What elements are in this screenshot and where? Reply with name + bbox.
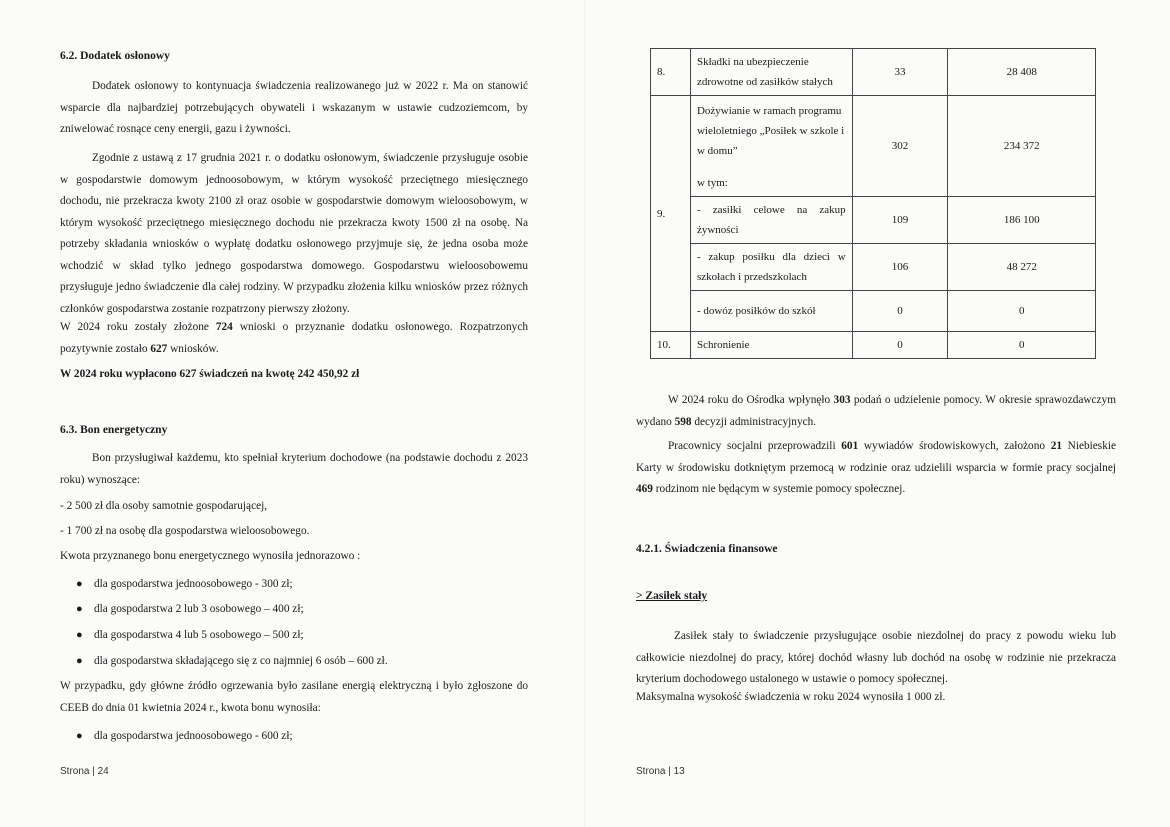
table-row: [651, 332, 1096, 359]
table-cell-lp: 8.: [651, 49, 691, 96]
table-cell-label: - zasiłki celowe na zakup żywności: [690, 197, 852, 244]
table-cell-count: 0: [852, 332, 948, 359]
paragraph: W przypadku, gdy główne źródło ogrzewania było zasilane energią elektryczną i było zgłoszone do CEEB do dnia 01 kwietnia 2024 r., kwota bonu wynosiła:: [60, 680, 528, 714]
count-wnioski: 724: [215, 321, 233, 333]
table-cell-lp: 9.: [651, 96, 691, 332]
table-row: [651, 49, 1096, 96]
count-wywiady: 601: [841, 440, 859, 452]
count-pozytywne: 627: [150, 342, 168, 355]
count-decyzje: 598: [674, 415, 692, 428]
paragraph: W 2024 roku do Ośrodka wpłynęło 303 podań o udzielenie pomocy. W okresie sprawozdawczym wydano 598 decyzji administracyjnych.: [636, 394, 1116, 428]
paragraph: Bon przysługiwał każdemu, kto spełniał kryterium dochodowe (na podstawie dochodu z 2023 roku) wynoszące:: [60, 452, 528, 486]
paragraph: Dodatek osłonowy to kontynuacja świadczenia realizowanego już w 2022 r. Ma on stanowić wsparcie dla najbardziej potrzebujących obywateli i wskazanym w ustawie cudzoziemcom, by zniwelować rosnące ceny energii, gazu i żywności.: [60, 80, 528, 135]
page-footer: Strona | 24: [60, 766, 109, 777]
page-left: [0, 0, 584, 827]
bullet-icon: ●: [76, 629, 83, 641]
bullet-icon: ●: [76, 578, 83, 590]
list-item: ● dla gospodarstwa 2 lub 3 osobowego – 400 zł;: [76, 603, 304, 615]
table-cell-lp: 10.: [651, 332, 691, 359]
bullet-icon: ●: [76, 603, 83, 615]
table-cell-amount: 28 408: [948, 49, 1096, 96]
data-table: [650, 48, 1096, 359]
list-item: ● dla gospodarstwa 4 lub 5 osobowego – 500 zł;: [76, 629, 304, 641]
list-item: ● dla gospodarstwa składającego się z co najmniej 6 osób – 600 zł.: [76, 655, 388, 667]
amount-intro: Kwota przyznanego bonu energetycznego wynosiła jednorazowo :: [60, 550, 361, 562]
page-right: [586, 0, 1170, 827]
paragraph: Pracownicy socjalni przeprowadzili 601 wywiadów środowiskowych, założono 21 Niebieskie Karty w środowisku dotkniętym przemocą w rodzinie oraz udzielili wsparcia w formie pracy socjalnej 469 rodzinom nie będącym w systemie pomocy społecznej.: [636, 440, 1116, 495]
table-cell-count: 0: [852, 291, 948, 332]
table-cell-label: Składki na ubezpieczenie zdrowotne od zasiłków stałych: [690, 49, 852, 96]
table-cell-count: 109: [852, 197, 948, 244]
table-cell-amount: 0: [948, 291, 1096, 332]
table-cell-count: 302: [852, 96, 948, 197]
summary-line: W 2024 roku wypłacono 627 świadczeń na kwotę 242 450,92 zł: [60, 368, 360, 380]
bullet-icon: ●: [76, 655, 83, 667]
count-rodziny: 469: [636, 483, 653, 495]
paragraph: Zgodnie z ustawą z 17 grudnia 2021 r. o dodatku osłonowym, świadczenie przysługuje osobie w gospodarstwie domowym jednoosobowym, w którym wysokość przeciętnego miesięcznego dochodu, nie przekracza kwoty 2100 zł oraz osobie w gospodarstwie domowym wieloosobowym, w którym wysokość przeciętnego miesięcznego dochodu nie przekracza kwoty 1500 zł na osobę. Na potrzeby składania wniosków o wypłatę dodatku osłonowego przyjmuje się, że jedna osoba może wchodzić w skład tylko jednego gospodarstwa domowego. Gospodarstwu wieloosobowemu przysługuje jedno świadczenie dla całej rodziny. W przypadku złożenia kilku wniosków przez różnych członków gospodarstwa zostanie rozpatrzony pierwszy złożony.: [60, 152, 528, 315]
table-cell-count: 106: [852, 244, 948, 291]
bullet-icon: ●: [76, 730, 83, 742]
section-4-2-1-heading: 4.2.1. Świadczenia finansowe: [636, 543, 778, 555]
count-podania: 303: [833, 394, 851, 406]
table-row: [651, 291, 1096, 332]
table-cell-amount: 234 372: [948, 96, 1096, 197]
section-6-3-heading: 6.3. Bon energetyczny: [60, 424, 168, 436]
table-cell-amount: 186 100: [948, 197, 1096, 244]
table-row: [651, 244, 1096, 291]
table-row: [651, 197, 1096, 244]
count-niebieskie-karty: 21: [1050, 440, 1062, 452]
table-cell-label: - dowóz posiłków do szkół: [690, 291, 852, 332]
w-tym-label: w tym:: [696, 177, 728, 189]
paragraph: W 2024 roku zostały złożone 724 wnioski o przyznanie dodatku osłonowego. Rozpatrzonych pozytywnie zostało 627 wniosków.: [60, 321, 528, 355]
table-cell-label: Dożywianie w ramach programu wieloletniego „Posiłek w szkole i w domu” w tym:: [690, 96, 852, 197]
subheading-zasilek-staly: > Zasiłek stały: [636, 590, 708, 602]
paragraph: Zasiłek stały to świadczenie przysługujące osobie niezdolnej do pracy z powodu wieku lub całkowicie niezdolnej do pracy, której dochód własny lub dochód na osobę w rodzinie nie przekracza kryterium dochodowego ustalonego w ustawie o pomocy społecznej.: [636, 630, 1116, 685]
list-item: ● dla gospodarstwa jednoosobowego - 600 zł;: [76, 730, 293, 742]
criterion-line: - 2 500 zł dla osoby samotnie gospodarującej,: [60, 500, 268, 512]
section-6-2-heading: 6.2. Dodatek osłonowy: [60, 50, 170, 62]
criterion-line: - 1 700 zł na osobę dla gospodarstwa wieloosobowego.: [60, 525, 310, 537]
paragraph: Maksymalna wysokość świadczenia w roku 2024 wynosiła 1 000 zł.: [636, 691, 946, 703]
table-cell-amount: 48 272: [948, 244, 1096, 291]
list-item: ● dla gospodarstwa jednoosobowego - 300 zł;: [76, 578, 293, 590]
table-cell-count: 33: [852, 49, 948, 96]
page-footer: Strona | 13: [636, 766, 685, 777]
table-cell-label: - zakup posiłku dla dzieci w szkołach i przedszkolach: [690, 244, 852, 291]
table-cell-label: Schronienie: [690, 332, 852, 359]
table-row: [651, 96, 1096, 197]
table-cell-amount: 0: [948, 332, 1096, 359]
